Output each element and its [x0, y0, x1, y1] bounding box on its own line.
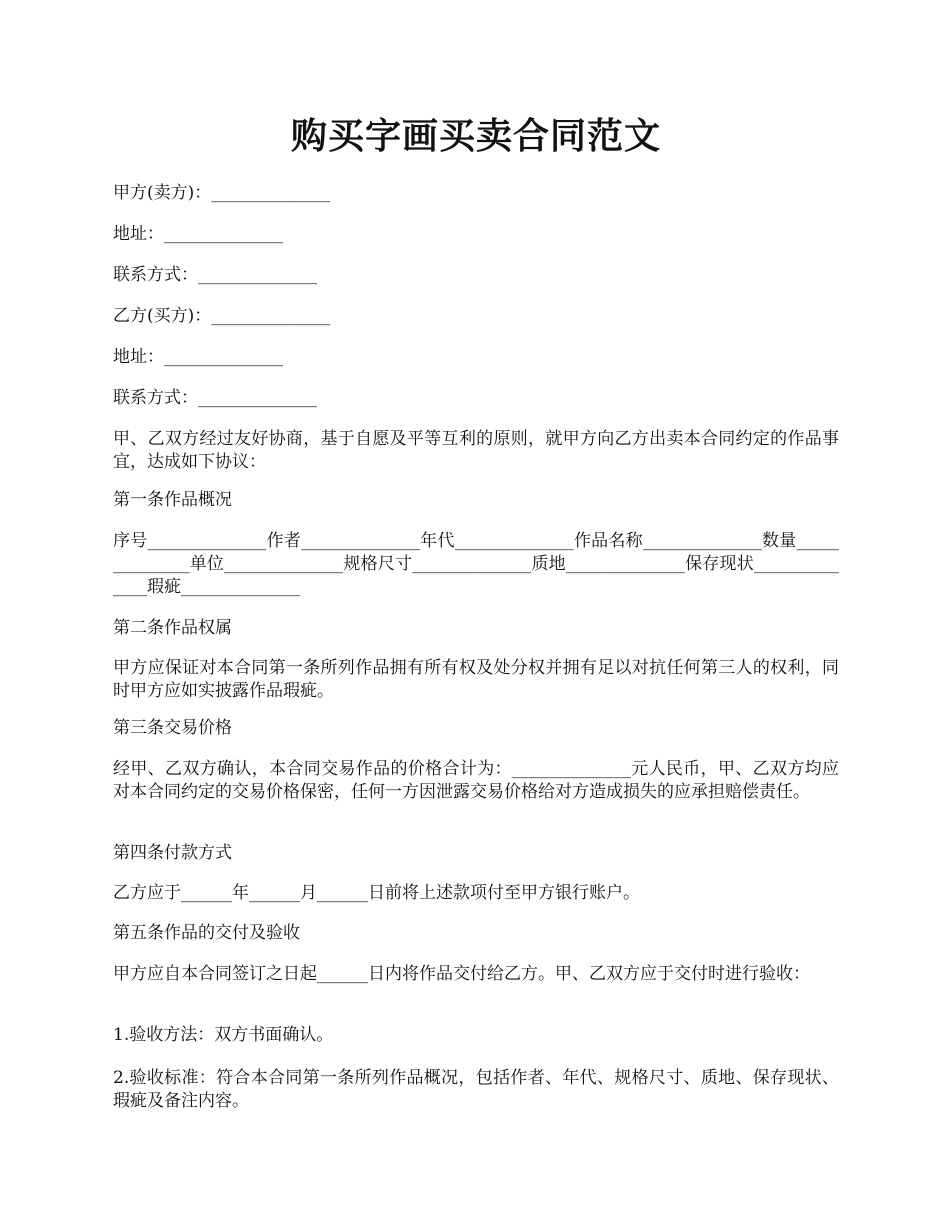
article-2-heading: 第二条作品权属 — [113, 618, 232, 638]
party-a-seller: 甲方(卖方)：______________ — [113, 183, 331, 203]
article-1-heading: 第一条作品概况 — [113, 490, 232, 510]
article-3-body: 经甲、乙双方确认，本合同交易作品的价格合计为：______________元人民币，甲、乙双方均应对本合同约定的交易价格保密，任何一方因泄露交易价格给对方造成损失的应承担赔偿责任。 — [113, 759, 839, 802]
acceptance-method: 1.验收方法：双方书面确认。 — [113, 1025, 334, 1045]
party-b-address: 地址：______________ — [113, 347, 283, 367]
acceptance-standard: 2.验收标准：符合本合同第一条所列作品概况，包括作者、年代、规格尺寸、质地、保存现状、瑕疵及备注内容。 — [113, 1068, 839, 1111]
article-2-body: 甲方应保证对本合同第一条所列作品拥有所有权及处分权并拥有足以对抗任何第三人的权利，同时甲方应如实披露作品瑕疵。 — [113, 658, 839, 701]
party-b-contact: 联系方式：______________ — [113, 388, 317, 408]
preamble-paragraph: 甲、乙双方经过友好协商，基于自愿及平等互利的原则，就甲方向乙方出卖本合同约定的作品事宜，达成如下协议： — [113, 429, 839, 472]
article-5-body: 甲方应自本合同签订之日起______日内将作品交付给乙方。甲、乙双方应于交付时进行验收： — [113, 964, 810, 984]
party-a-address: 地址：______________ — [113, 224, 283, 244]
article-4-heading: 第四条付款方式 — [113, 843, 232, 863]
article-3-heading: 第三条交易价格 — [113, 718, 232, 738]
party-b-buyer: 乙方(买方)：______________ — [113, 306, 331, 326]
article-4-body: 乙方应于______年______月______日前将上述款项付至甲方银行账户。 — [113, 883, 640, 903]
article-1-body: 序号______________作者______________年代______________作品名称______________数量______________单位______________规格尺寸______________质地______________保存现状______________瑕疵______________ — [113, 531, 839, 597]
document-title: 购买字画买卖合同范文 — [290, 115, 661, 157]
article-5-heading: 第五条作品的交付及验收 — [113, 923, 300, 943]
party-a-contact: 联系方式：______________ — [113, 265, 317, 285]
